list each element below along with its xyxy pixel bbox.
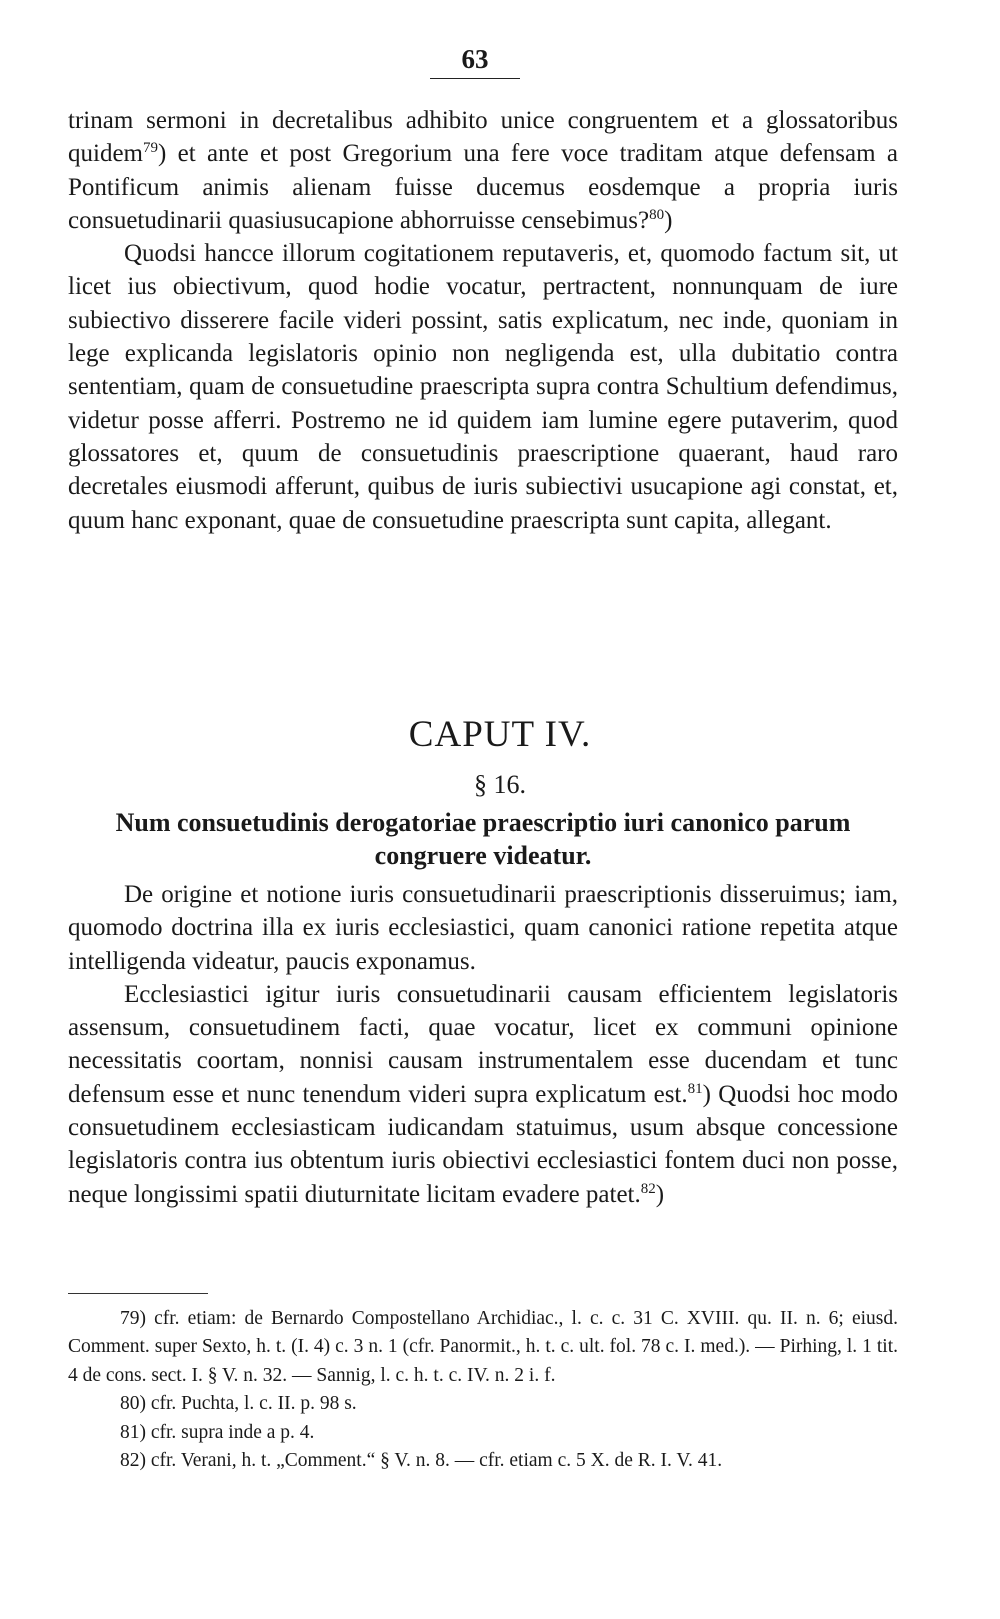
paragraph: De origine et notione iuris consuetudinarii praescriptionis disseruimus; iam, quomodo doctrina illa ex iuris ecclesiastici, quam canonici ratione repetita atque intelligenda videatur, paucis exponamus. <box>68 881 898 975</box>
footnote-ref-81[interactable]: 81 <box>687 1080 703 1097</box>
paragraph: Quodsi hancce illorum cogitationem reputaveris, et, quomodo factum sit, ut licet ius obiectivum, quod hodie vocatur, pertractent, nonnunquam de iure subiectivo disserere facile videri possint, satis explicatum, nec inde, quoniam in lege explicanda legislatoris opinio non negligenda est, ulla dubitatio contra sententiam, quam de consuetudine praescripta supra contra Schultium defendimus, videtur posse afferri. Postremo ne id quidem iam lumine egere putaverim, quod glossatores et, quum de consuetudinis praescriptione quaerant, haud raro decretales eiusmodi afferunt, quibus de iuris subiectivi usucapione agi constat, et, quum hanc exponant, quae de consuetudine praescripta sunt capita, allegant. <box>68 240 898 534</box>
footnote-ref-82[interactable]: 82 <box>640 1180 656 1197</box>
paragraph-text: ) <box>664 206 673 234</box>
page-number: 63 <box>430 44 520 79</box>
footnote-divider <box>68 1293 208 1294</box>
paragraph-text: ) Quodsi hoc modo consuetudinem ecclesiasticam iudicandam statuimus, usum absque concessione legislatoris contra ius obtentum iuris obiectivi ecclesiastici fontem duci non posse, neque longissimi spatii diuturnitate licitam evadere patet. <box>68 1080 898 1208</box>
section-title: Num consuetudinis derogatoriae praescriptio iuri canonico parum congruere videatur. <box>115 808 851 870</box>
paragraph-text: ) <box>655 1180 665 1208</box>
paragraph <box>68 978 898 1211</box>
footnote-ref-80[interactable]: 80 <box>649 206 665 223</box>
footnote-82: 82) cfr. Verani, h. t. „Comment.“ § V. n. 8. — cfr. etiam c. 5 X. de R. I. V. 41. <box>120 1450 723 1472</box>
paragraph-text: trinam sermoni in decretalibus adhibito unice congruentem et a glossatoribus quidem <box>68 107 898 168</box>
paragraph-text: Ecclesiastici igitur iuris consuetudinarii causam efficientem legislatoris assensum, consuetudinem facti, quae vocatur, licet ex communi opinione necessitatis coortam, nonnisi causam instrumentalem esse ducendam et tunc defensum esse et nunc tenendum videri supra explicatum est. <box>68 980 898 1108</box>
chapter-heading: CAPUT IV. <box>408 714 592 755</box>
footnote-81: 81) cfr. supra inde a p. 4. <box>120 1421 315 1443</box>
paragraph-continuation <box>68 104 898 237</box>
footnote-79: 79) cfr. etiam: de Bernardo Compostellano Archidiac., l. c. c. 31 C. XVIII. qu. II. n. 6; eiusd. Comment. super Sexto, h. t. (I. 4) c. 3 n. 1 (cfr. Panormit., h. t. c. ult. fol. 78 c. I. med.). — Pirhing, l. 1 tit. 4 de cons. sect. I. § V. n. 32. — Sannig, l. c. h. t. c. IV. n. 2 i. f. <box>68 1308 898 1386</box>
lower-text-block <box>68 878 898 1211</box>
paragraph-text: ) et ante et post Gregorium una fere voce traditam atque defensam a Pontificum animis alienam fuisse ducemus eosdemque a propria iuris consuetudinarii quasiusucapione abhorruisse censebimus? <box>68 140 898 234</box>
upper-text-block <box>68 104 898 537</box>
footnotes <box>68 1305 898 1475</box>
footnote-ref-79[interactable]: 79 <box>143 140 158 157</box>
footnote-80: 80) cfr. Puchta, l. c. II. p. 98 s. <box>120 1393 357 1415</box>
section-number: § 16. <box>474 770 526 799</box>
